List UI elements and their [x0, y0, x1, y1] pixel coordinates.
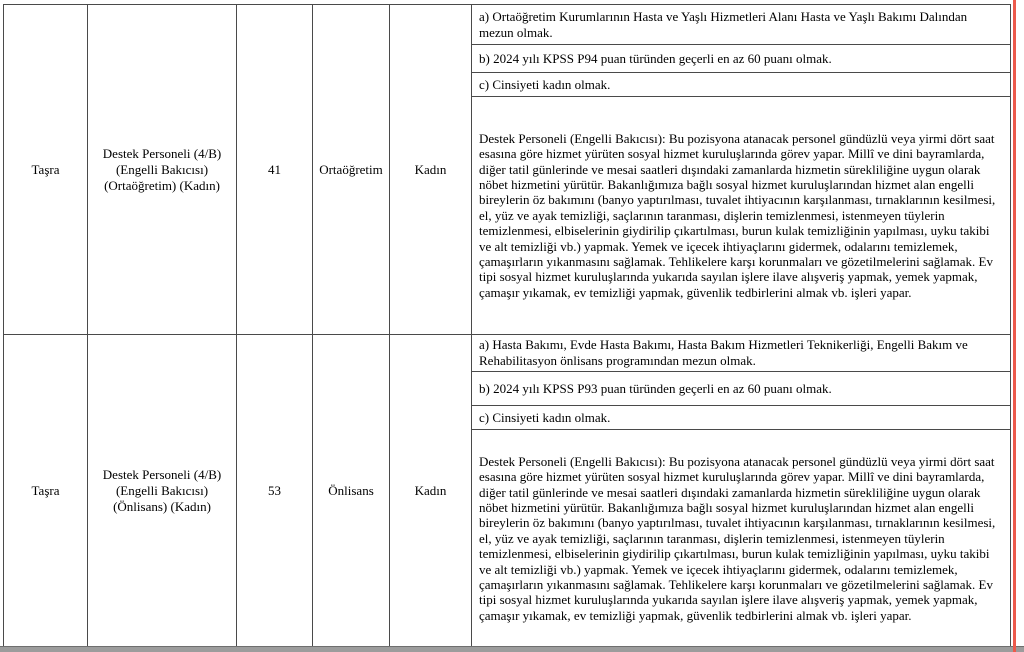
job-description-cell: Destek Personeli (Engelli Bakıcısı): Bu pozisyona atanacak personel gündüzlü veya yirmi dört saat esasına göre hizmet yürüten sosyal hizmet kuruluşlarında görev yapar. Millî ve dini bayramlarda, diğer tatil günlerinde ve mesai saatleri dışındaki zamanlarda hizmetin sürekliliğine uygun olarak nöbet hizmetini yürütür. Bakanlığımıza bağlı sosyal hizmet kuruluşlarından hizmet alan engelli bireylerin öz bakımını (banyo yaptırılması, tuvalet ihtiyacının karşılanması, tırnaklarının kesilmesi, el, yüz ve ayak temizliği, saçlarının taranması, dişlerin temizlenmesi, istenmeyen tüylerin temizlenmesi, elbiselerinin giydirilip çıkartılması, burun kulak temizliğinin yapılması, uyku takibi ve alt temizliği vb.) yapmak. Yemek ve içecek ihtiyaçlarını gidermek, odalarını temizlemek, çamaşırların yıkanmasını sağlamak. Tehlikelere karşı korunmaları ve gözetilmelerini sağlamak. Ev tipi sosyal hizmet kuruluşlarında yukarıda sayılan işlere ilave alışveriş yapmak, yemek yapmak, çamaşır yıkamak, ev temizliği yapmak, güvenlik tedbirlerini almak vb. işleri yapar. — [472, 430, 1011, 648]
position-line: (Önlisans) (Kadın) — [113, 499, 211, 514]
requirement-a-cell: a) Ortaöğretim Kurumlarının Hasta ve Yaşlı Hizmetleri Alanı Hasta ve Yaşlı Bakımı Dalından mezun olmak. — [472, 5, 1011, 45]
position-line: (Engelli Bakıcısı) — [115, 161, 209, 177]
table-row — [4, 5, 1011, 45]
table-row — [4, 335, 1011, 372]
gender-cell: Kadın — [390, 335, 472, 648]
education-level-cell: Önlisans — [313, 335, 390, 648]
position-line: Destek Personeli (4/B) — [102, 467, 222, 482]
position-line: Destek Personeli (4/B) — [102, 145, 222, 161]
location-cell: Taşra — [4, 335, 88, 648]
requirement-b-cell: b) 2024 yılı KPSS P93 puan türünden geçerli en az 60 puanı olmak. — [472, 372, 1011, 406]
requirement-b-cell: b) 2024 yılı KPSS P94 puan türünden geçerli en az 60 puanı olmak. — [472, 45, 1011, 73]
job-description-cell: Destek Personeli (Engelli Bakıcısı): Bu pozisyona atanacak personel gündüzlü veya yirmi dört saat esasına göre hizmet yürüten sosyal hizmet kuruluşlarında görev yapar. Millî ve dini bayramlarda, diğer tatil günlerinde ve mesai saatleri dışındaki zamanlarda hizmetin sürekliliğine uygun olarak nöbet hizmetini yürütür. Bakanlığımıza bağlı sosyal hizmet kuruluşlarından hizmet alan engelli bireylerin öz bakımını (banyo yaptırılması, tuvalet ihtiyacının karşılanması, tırnaklarının kesilmesi, el, yüz ve ayak temizliği, saçlarının taranması, dişlerin temizlenmesi, istenmeyen tüylerin temizlenmesi, elbiselerinin giydirilip çıkartılması, burun kulak temizliğinin yapılması, uyku takibi ve alt temizliği vb.) yapmak. Yemek ve içecek ihtiyaçlarını gidermek, odalarını temizlemek, çamaşırların yıkanmasını sağlamak. Tehlikelere karşı korunmaları ve gözetilmelerini sağlamak. Ev tipi sosyal hizmet kuruluşlarında yukarıda sayılan işlere ilave alışveriş yapmak, yemek yapmak, çamaşır yıkamak, ev temizliği yapmak, güvenlik tedbirlerini almak vb. işleri yapar. — [472, 97, 1011, 335]
location-cell: Taşra — [4, 5, 88, 335]
position-count-cell: 53 — [237, 335, 313, 648]
job-positions-table — [3, 4, 1011, 648]
requirement-c-cell: c) Cinsiyeti kadın olmak. — [472, 406, 1011, 430]
position-title-cell — [88, 5, 237, 335]
position-count-cell: 41 — [237, 5, 313, 335]
position-line: (Ortaöğretim) (Kadın) — [104, 177, 220, 193]
requirement-c-cell: c) Cinsiyeti kadın olmak. — [472, 73, 1011, 97]
position-line: (Engelli Bakıcısı) — [115, 483, 209, 498]
position-title-cell — [88, 335, 237, 648]
red-margin-line — [1013, 0, 1016, 652]
page-edge-strip — [0, 646, 1024, 652]
gender-cell: Kadın — [390, 5, 472, 335]
education-level-cell: Ortaöğretim — [313, 5, 390, 335]
requirement-a-cell: a) Hasta Bakımı, Evde Hasta Bakımı, Hasta Bakım Hizmetleri Teknikerliği, Engelli Bakım ve Rehabilitasyon önlisans programından mezun olmak. — [472, 335, 1011, 372]
